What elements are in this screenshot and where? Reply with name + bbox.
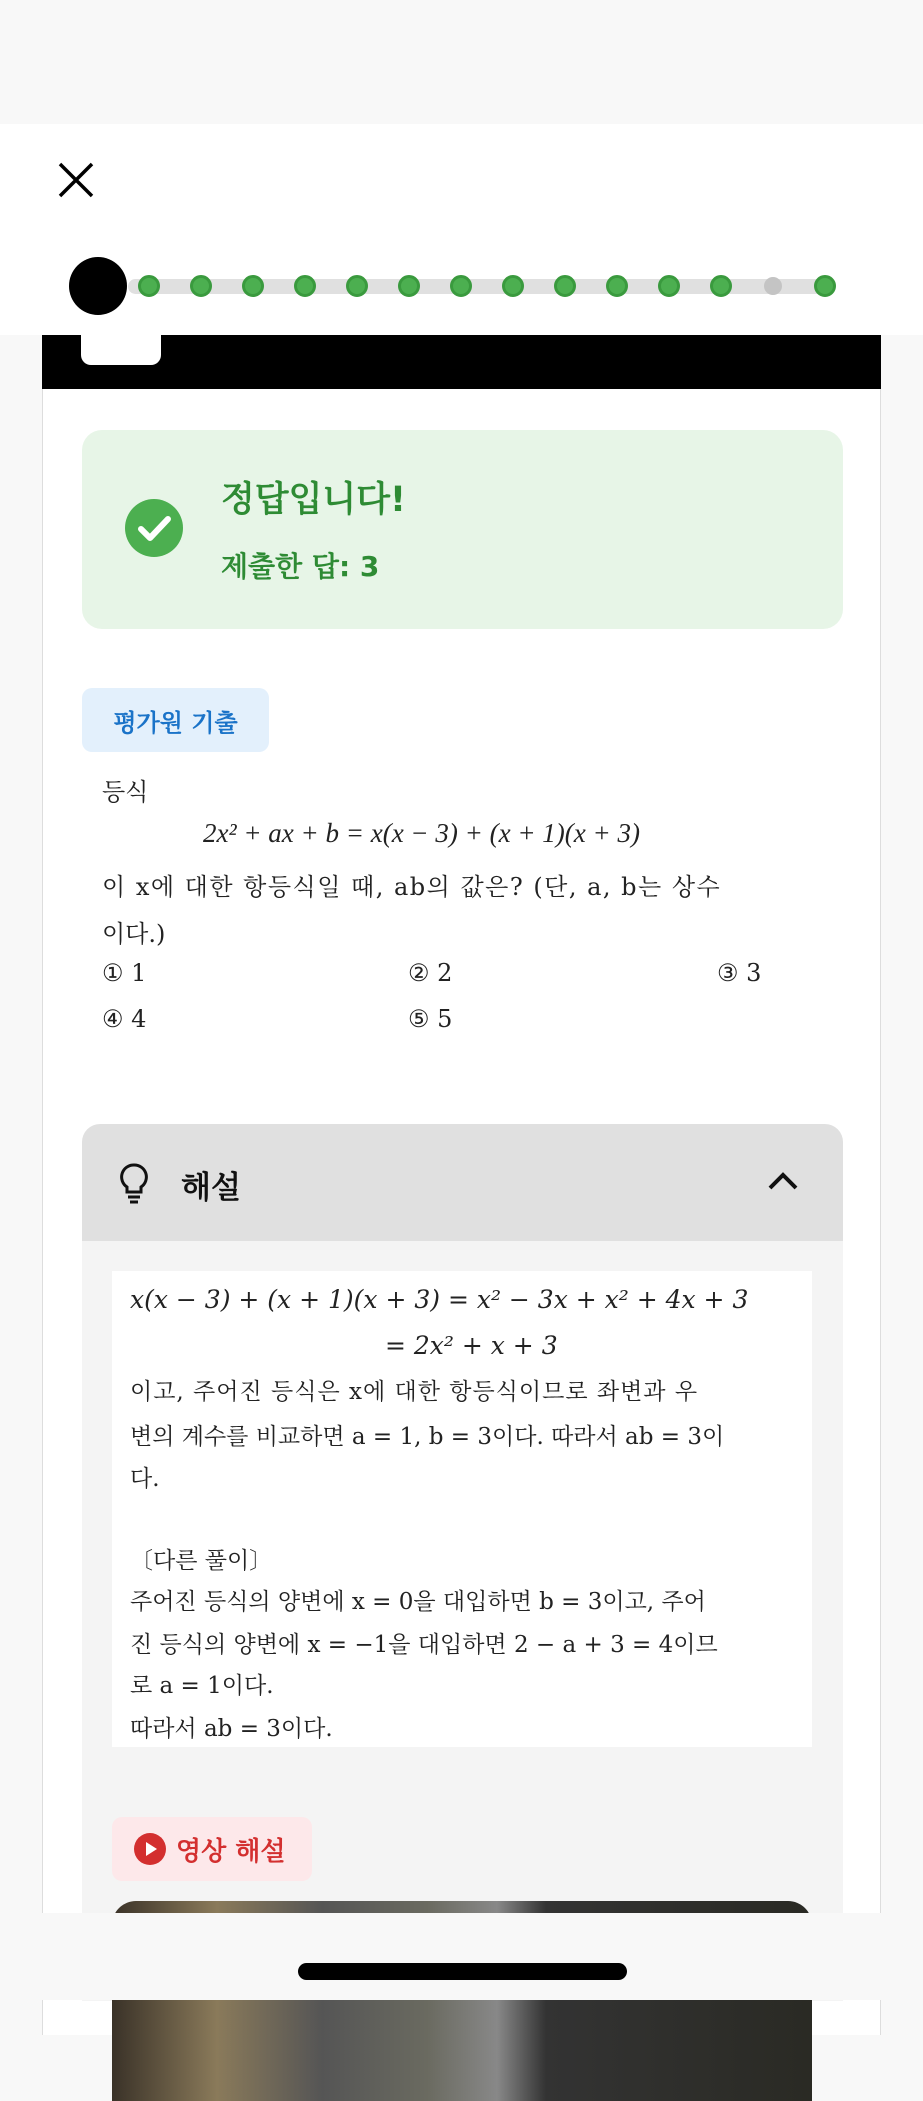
explanation-line: 로 a = 1이다. (130, 1673, 274, 1699)
progress-dot-12[interactable] (658, 275, 680, 297)
explanation-line: 변의 계수를 비교하면 a = 1, b = 3이다. 따라서 ab = 3이 (130, 1424, 725, 1450)
progress-dot-7[interactable] (398, 275, 420, 297)
progress-dot-8[interactable] (450, 275, 472, 297)
explanation-line: 진 등식의 양변에 x = −1을 대입하면 2 − a + 3 = 4이므 (130, 1632, 718, 1658)
play-circle-icon (134, 1833, 166, 1865)
video-explanation-button[interactable] (112, 1817, 312, 1881)
progress-dot-11[interactable] (606, 275, 628, 297)
result-banner (82, 430, 843, 629)
progress-dot-10[interactable] (554, 275, 576, 297)
home-indicator[interactable] (298, 1963, 627, 1980)
result-title: 정답입니다! (221, 480, 407, 520)
explanation-line: 〔다른 풀이〕 (130, 1548, 273, 1574)
progress-dot-14[interactable] (764, 277, 782, 295)
progress-current-marker[interactable] (69, 257, 127, 315)
choice-2[interactable]: ② 2 (408, 959, 453, 987)
question-formula: 2x² + ax + b = x(x − 3) + (x + 1)(x + 3) (203, 818, 640, 848)
progress-dot-9[interactable] (502, 275, 524, 297)
explanation-line: x(x − 3) + (x + 1)(x + 3) = x² − 3x + x² + 4x + 3 (130, 1285, 749, 1314)
status-bar-area (0, 0, 923, 124)
progress-dot-6[interactable] (346, 275, 368, 297)
choice-3[interactable]: ③ 3 (717, 959, 762, 987)
progress-dot-15[interactable] (814, 275, 836, 297)
bottom-safe-area (0, 1913, 923, 2000)
choice-5[interactable]: ⑤ 5 (408, 1005, 453, 1033)
explanation-line: 이고, 주어진 등식은 x에 대한 항등식이므로 좌변과 우 (130, 1379, 699, 1405)
close-icon[interactable] (56, 160, 96, 200)
progress-dot-13[interactable] (710, 275, 732, 297)
choice-1[interactable]: ① 1 (102, 959, 147, 987)
progress-dot-5[interactable] (294, 275, 316, 297)
explanation-line: 따라서 ab = 3이다. (130, 1716, 333, 1742)
explanation-line: = 2x² + x + 3 (385, 1331, 558, 1360)
explanation-line: 다. (130, 1466, 160, 1492)
explanation-title: 해설 (181, 1170, 241, 1206)
progress-dot-3[interactable] (190, 275, 212, 297)
question-text-line1: 이 x에 대한 항등식일 때, ab의 값은? (단, a, b는 상수 (102, 873, 722, 901)
submitted-answer: 제출한 답: 3 (221, 550, 380, 583)
explanation-line: 주어진 등식의 양변에 x = 0을 대입하면 b = 3이고, 주어 (130, 1589, 706, 1615)
lightbulb-icon (116, 1162, 152, 1208)
question-text-line2: 이다.) (102, 920, 166, 948)
choice-4[interactable]: ④ 4 (102, 1005, 147, 1033)
question-intro: 등식 (102, 778, 149, 806)
source-tag: 평가원 기출 (82, 688, 269, 752)
chevron-up-icon[interactable] (765, 1168, 801, 1198)
progress-dot-4[interactable] (242, 275, 264, 297)
check-circle-icon (125, 499, 183, 557)
video-explanation-label: 영상 해설 (176, 1836, 286, 1867)
quiz-header (0, 124, 923, 335)
progress-dot-2[interactable] (138, 275, 160, 297)
card-header-bar (42, 335, 881, 389)
